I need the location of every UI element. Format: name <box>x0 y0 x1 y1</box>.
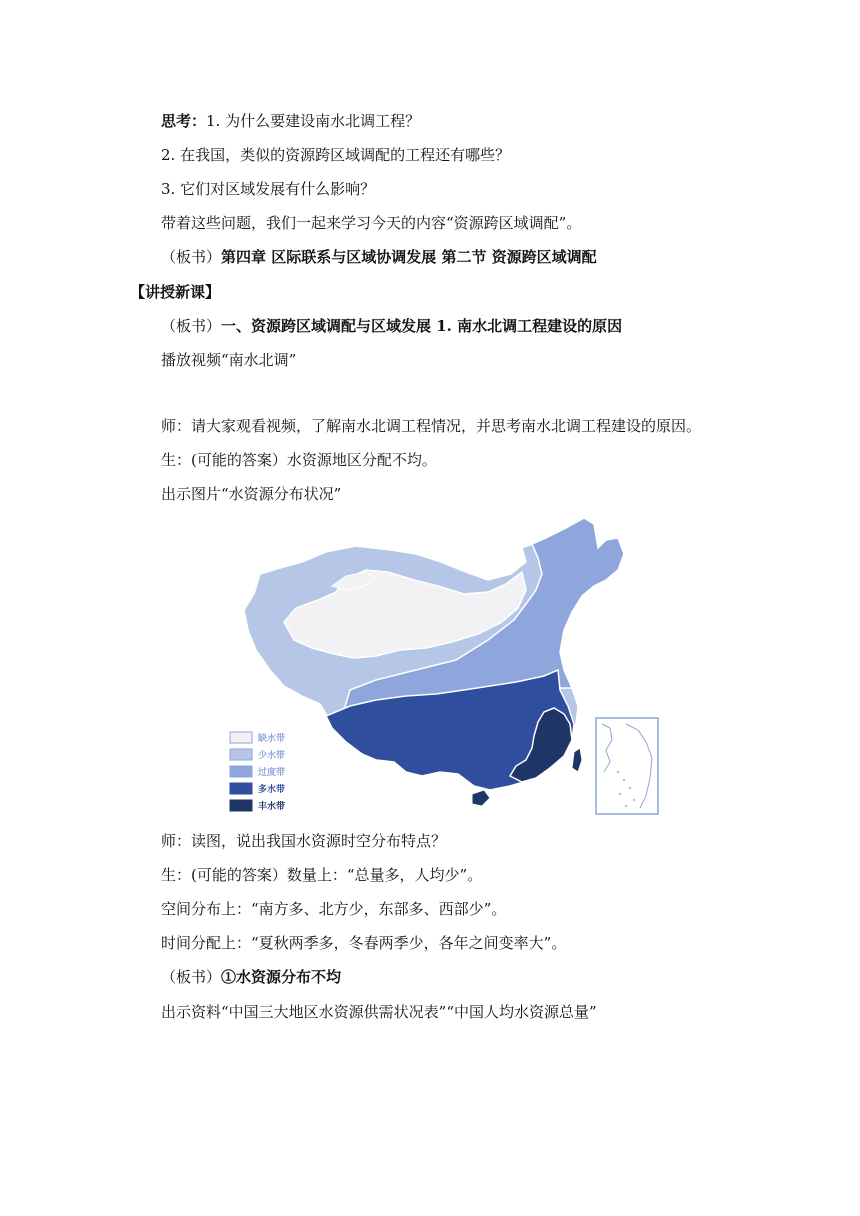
board-prefix: （板书） <box>161 317 222 335</box>
map-taiwan <box>572 748 582 772</box>
legend-swatch-1 <box>230 749 252 760</box>
legend-swatch-3 <box>230 783 252 794</box>
section-header: 【讲授新课】 <box>130 283 221 301</box>
legend-label-3: 多水带 <box>258 785 286 795</box>
intro-paragraph: 带着这些问题，我们一起来学习今天的内容“资源跨区域调配”。 <box>161 214 582 232</box>
board-heading-3 <box>161 967 341 987</box>
teacher-line-2: 师：读图，说出我国水资源时空分布特点？ <box>161 832 447 850</box>
question-3: 3. 它们对区域发展有什么影响？ <box>161 180 376 198</box>
student-line-2: 生：(可能的答案）数量上：“总量多，人均少”。 <box>161 866 483 884</box>
question-2: 2. 在我国，类似的资源跨区域调配的工程还有哪些？ <box>161 146 511 164</box>
legend-swatch-2 <box>230 766 252 777</box>
think-label: 思考： <box>161 112 207 130</box>
board-prefix: （板书） <box>161 248 222 266</box>
legend-swatch-0 <box>230 732 252 743</box>
board-heading-2 <box>161 316 622 336</box>
board-point-title: ①水资源分布不均 <box>221 968 342 986</box>
spatial-distribution-line: 空间分布上：“南方多、北方少，东部多、西部少”。 <box>161 900 507 918</box>
temporal-distribution-line: 时间分配上：“夏秋两季多，冬春两季少，各年之间变率大”。 <box>161 934 567 952</box>
show-image-line: 出示图片“水资源分布状况” <box>161 485 342 503</box>
student-line-1: 生：(可能的答案）水资源地区分配不均。 <box>161 451 437 469</box>
map-legend <box>230 732 286 812</box>
legend-label-1: 少水带 <box>258 751 286 761</box>
subsection-title: 一、资源跨区域调配与区域发展 1. 南水北调工程建设的原因 <box>221 317 623 335</box>
legend-swatch-4 <box>230 800 252 811</box>
map-hainan <box>472 790 490 806</box>
south-china-sea-inset <box>596 718 658 814</box>
play-video-line: 播放视频“南水北调” <box>161 351 297 369</box>
teacher-line-1: 师：请大家观看视频，了解南水北调工程情况，并思考南水北调工程建设的原因。 <box>161 417 702 435</box>
think-question-1-text: 1. 为什么要建设南水北调工程？ <box>206 112 421 130</box>
legend-label-0: 缺水带 <box>258 734 286 744</box>
board-heading-1 <box>161 247 597 267</box>
legend-label-2: 过度带 <box>258 768 286 778</box>
chapter-title: 第四章 区际联系与区域协调发展 第二节 资源跨区域调配 <box>221 248 597 266</box>
board-prefix: （板书） <box>161 968 222 986</box>
think-question-1 <box>161 111 420 131</box>
legend-label-4: 丰水带 <box>258 802 286 812</box>
water-resource-map <box>226 510 662 820</box>
show-data-line: 出示资料“中国三大地区水资源供需状况表”“中国人均水资源总量” <box>161 1003 597 1021</box>
